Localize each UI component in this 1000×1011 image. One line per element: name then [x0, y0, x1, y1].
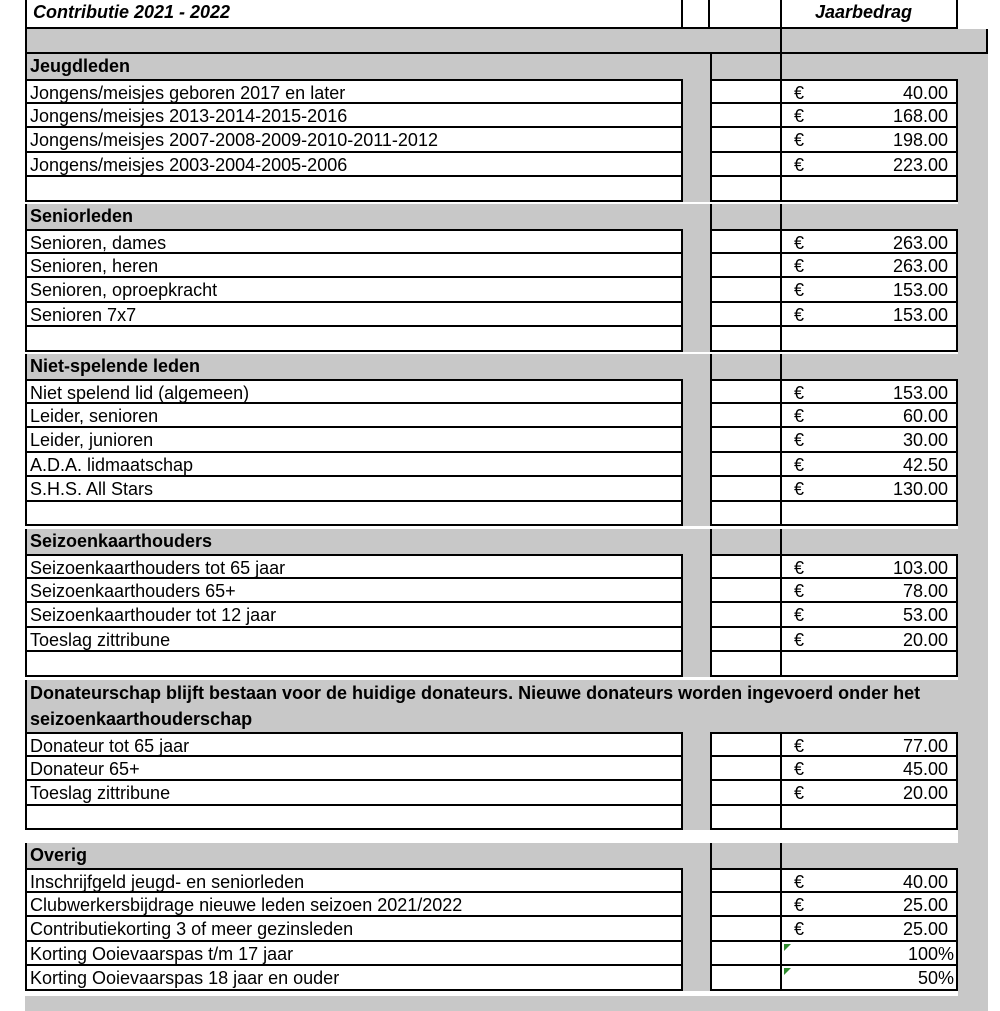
section-heading-row-overig	[0, 843, 1000, 868]
item-row	[0, 453, 1000, 478]
item-label: Seizoenkaarthouder tot 12 jaar	[30, 605, 277, 625]
amount-cell[interactable]	[782, 428, 958, 453]
section-heading-cell[interactable]	[25, 204, 683, 229]
item-label: Senioren, oproepkracht	[30, 280, 218, 300]
heading-empty-cell[interactable]	[710, 354, 782, 379]
item-label-cell[interactable]	[25, 404, 683, 429]
gap-cell[interactable]	[683, 327, 710, 352]
euro-sign: €	[794, 894, 805, 915]
amount-cell[interactable]	[782, 757, 958, 782]
item-label-cell[interactable]	[25, 781, 683, 806]
empty-cell[interactable]	[710, 104, 782, 129]
euro-sign: €	[794, 255, 805, 276]
item-label-cell[interactable]	[25, 966, 683, 991]
amount-cell[interactable]	[782, 477, 958, 502]
item-label: Donateur tot 65 jaar	[30, 736, 190, 756]
amount-cell[interactable]	[782, 732, 958, 757]
header-spacer-cell[interactable]	[681, 0, 710, 29]
item-label: Toeslag zittribune	[30, 783, 171, 803]
item-label-cell[interactable]	[25, 757, 683, 782]
grey-band-row	[0, 29, 1000, 54]
item-label: A.D.A. lidmaatschap	[30, 454, 194, 475]
euro-sign: €	[794, 154, 805, 175]
empty-cell[interactable]	[710, 806, 782, 831]
heading-amount-cell[interactable]	[782, 354, 958, 379]
amount-cell[interactable]	[782, 868, 958, 893]
empty-cell[interactable]	[710, 893, 782, 918]
item-label: Seizoenkaarthouders 65+	[30, 580, 236, 601]
item-row	[0, 128, 1000, 153]
section-heading: Seniorleden	[30, 206, 134, 226]
item-label-cell[interactable]	[25, 104, 683, 129]
empty-cell[interactable]	[710, 966, 782, 991]
euro-sign: €	[794, 105, 805, 126]
section-heading-row-niet-spelende-leden	[0, 354, 1000, 379]
amount-value: 30.00	[902, 430, 948, 450]
amount-value: 42.50	[902, 454, 948, 475]
gap-cell[interactable]	[683, 806, 710, 831]
item-label-cell[interactable]	[25, 732, 683, 757]
amount-value: 78.00	[902, 580, 948, 601]
section-heading: Seizoenkaarthouders	[30, 531, 213, 551]
amount-value: 53.00	[902, 605, 948, 625]
amount-value: 168.00	[892, 105, 948, 126]
heading-amount-cell[interactable]	[782, 529, 958, 554]
bottom-grey-strip	[25, 996, 988, 1011]
euro-sign: €	[794, 919, 805, 939]
empty-cell[interactable]	[710, 153, 782, 178]
heading-empty-cell[interactable]	[710, 54, 782, 79]
empty-cell[interactable]	[710, 428, 782, 453]
item-label: S.H.S. All Stars	[30, 479, 154, 499]
euro-sign: €	[794, 558, 805, 578]
item-row	[0, 278, 1000, 303]
amount-cell[interactable]	[782, 628, 958, 653]
blank-row	[0, 327, 1000, 352]
empty-cell[interactable]	[710, 652, 782, 677]
item-row	[0, 628, 1000, 653]
euro-sign: €	[794, 736, 805, 756]
euro-sign: €	[794, 479, 805, 499]
section-heading-row-jeugdleden	[0, 54, 1000, 79]
gap-cell[interactable]	[683, 453, 710, 478]
gap-cell[interactable]	[683, 278, 710, 303]
gap-cell[interactable]	[683, 757, 710, 782]
item-label: Senioren, heren	[30, 255, 159, 276]
item-label: Leider, senioren	[30, 405, 159, 426]
empty-cell[interactable]	[710, 757, 782, 782]
gap-cell[interactable]	[683, 502, 710, 527]
amount-header: Jaarbedrag	[815, 2, 913, 22]
euro-sign: €	[794, 783, 805, 803]
section-heading: Jeugdleden	[30, 56, 131, 76]
title-cell[interactable]	[25, 0, 683, 29]
euro-sign: €	[794, 872, 805, 892]
item-row	[0, 893, 1000, 918]
section-heading-cell[interactable]	[25, 54, 683, 79]
blank-amount-cell[interactable]	[782, 327, 958, 352]
empty-cell[interactable]	[710, 278, 782, 303]
item-label-cell[interactable]	[25, 628, 683, 653]
grey-band-b[interactable]	[681, 29, 782, 54]
empty-cell[interactable]	[710, 603, 782, 628]
gap-cell[interactable]	[683, 966, 710, 991]
item-label-cell[interactable]	[25, 128, 683, 153]
item-row	[0, 153, 1000, 178]
amount-cell[interactable]	[782, 554, 958, 579]
blank-label-cell[interactable]	[25, 327, 683, 352]
item-row	[0, 79, 1000, 104]
empty-cell[interactable]	[710, 404, 782, 429]
gap-cell[interactable]	[683, 153, 710, 178]
amount-value: 77.00	[902, 736, 948, 756]
heading-amount-cell[interactable]	[782, 54, 958, 79]
item-row	[0, 404, 1000, 429]
gap-cell[interactable]	[683, 428, 710, 453]
blank-row	[0, 502, 1000, 527]
item-row	[0, 229, 1000, 254]
empty-cell[interactable]	[710, 502, 782, 527]
item-label-cell[interactable]	[25, 229, 683, 254]
euro-sign: €	[794, 233, 805, 253]
item-label: Senioren, dames	[30, 233, 167, 253]
item-label: Senioren 7x7	[30, 304, 137, 325]
amount-value: 263.00	[892, 233, 948, 253]
item-label-cell[interactable]	[25, 917, 683, 942]
heading-empty-cell[interactable]	[710, 529, 782, 554]
empty-cell[interactable]	[710, 732, 782, 757]
item-row	[0, 428, 1000, 453]
euro-sign: €	[794, 629, 805, 650]
gap-cell[interactable]	[683, 781, 710, 806]
heading-fill[interactable]	[936, 680, 958, 732]
amount-cell[interactable]	[782, 579, 958, 604]
item-label-cell[interactable]	[25, 278, 683, 303]
item-label-cell[interactable]	[25, 303, 683, 328]
item-row	[0, 254, 1000, 279]
amount-value: 25.00	[902, 919, 948, 939]
amount-value: 20.00	[902, 783, 948, 803]
gap-cell[interactable]	[683, 628, 710, 653]
gap-cell[interactable]	[683, 603, 710, 628]
header-row	[0, 0, 1000, 29]
euro-sign: €	[794, 454, 805, 475]
percent-value: 100%	[907, 943, 954, 964]
item-label-cell[interactable]	[25, 254, 683, 279]
header-empty-cell[interactable]	[710, 0, 782, 29]
item-label: Korting Ooievaarspas t/m 17 jaar	[30, 943, 294, 964]
heading-empty-cell[interactable]	[710, 204, 782, 229]
empty-cell[interactable]	[710, 942, 782, 967]
empty-cell[interactable]	[710, 379, 782, 404]
item-row	[0, 104, 1000, 129]
blank-row	[0, 806, 1000, 831]
empty-cell[interactable]	[710, 254, 782, 279]
blank-amount-cell[interactable]	[782, 652, 958, 677]
amount-cell[interactable]	[782, 278, 958, 303]
amount-cell[interactable]	[782, 104, 958, 129]
item-row	[0, 868, 1000, 893]
amount-cell[interactable]	[782, 79, 958, 104]
item-label: Seizoenkaarthouders tot 65 jaar	[30, 558, 286, 578]
section-heading-line1: Donateurschap blijft bestaan voor de huidige donateurs. Nieuwe donateurs worden ingevoerd onder het	[30, 683, 921, 703]
amount-cell[interactable]	[782, 404, 958, 429]
amount-value: 130.00	[892, 479, 948, 499]
heading-gap-cell[interactable]	[683, 54, 710, 79]
euro-sign: €	[794, 580, 805, 601]
heading-amount-cell[interactable]	[782, 204, 958, 229]
item-row	[0, 781, 1000, 806]
amount-cell[interactable]	[782, 781, 958, 806]
amount-value: 40.00	[902, 83, 948, 103]
item-label: Clubwerkersbijdrage nieuwe leden seizoen 2021/2022	[30, 894, 463, 915]
section-heading: Niet-spelende leden	[30, 356, 201, 376]
gap-cell[interactable]	[683, 917, 710, 942]
euro-sign: €	[794, 304, 805, 325]
item-label-cell[interactable]	[25, 453, 683, 478]
percent-value: 50%	[917, 968, 954, 988]
amount-header-cell[interactable]	[782, 0, 958, 29]
gap-cell[interactable]	[683, 303, 710, 328]
amount-cell[interactable]	[782, 153, 958, 178]
amount-cell[interactable]	[782, 379, 958, 404]
sheet-title: Contributie 2021 - 2022	[33, 2, 231, 22]
empty-cell[interactable]	[710, 303, 782, 328]
euro-sign: €	[794, 383, 805, 403]
grey-band-c[interactable]	[782, 29, 958, 54]
item-label: Korting Ooievaarspas 18 jaar en ouder	[30, 968, 340, 988]
amount-cell[interactable]	[782, 254, 958, 279]
blank-row	[0, 652, 1000, 677]
empty-cell[interactable]	[710, 453, 782, 478]
item-label-cell[interactable]	[25, 942, 683, 967]
euro-sign: €	[794, 130, 805, 150]
amount-value: 20.00	[902, 629, 948, 650]
empty-cell[interactable]	[710, 128, 782, 153]
amount-cell[interactable]	[782, 603, 958, 628]
gap-cell[interactable]	[683, 554, 710, 579]
item-label-cell[interactable]	[25, 603, 683, 628]
item-row	[0, 732, 1000, 757]
heading-gap-cell[interactable]	[683, 204, 710, 229]
heading-amount-cell[interactable]	[782, 843, 958, 868]
item-label-cell[interactable]	[25, 379, 683, 404]
empty-cell[interactable]	[710, 79, 782, 104]
amount-cell[interactable]	[782, 966, 958, 991]
gap-cell[interactable]	[683, 79, 710, 104]
empty-cell[interactable]	[710, 781, 782, 806]
section-heading-cell[interactable]	[25, 354, 683, 379]
comment-marker-icon	[784, 944, 791, 951]
empty-cell[interactable]	[710, 229, 782, 254]
empty-cell[interactable]	[710, 917, 782, 942]
euro-sign: €	[794, 605, 805, 625]
section-heading-line2: seizoenkaarthouderschap	[30, 709, 253, 729]
item-label: Jongens/meisjes 2007-2008-2009-2010-2011-2012	[30, 130, 438, 150]
gap-cell[interactable]	[683, 177, 710, 202]
amount-cell[interactable]	[782, 453, 958, 478]
gap-cell[interactable]	[683, 868, 710, 893]
amount-value: 103.00	[892, 558, 948, 578]
blank-row	[0, 177, 1000, 202]
gap-cell[interactable]	[683, 652, 710, 677]
gap-cell[interactable]	[683, 379, 710, 404]
amount-cell[interactable]	[782, 917, 958, 942]
gap-cell[interactable]	[683, 104, 710, 129]
item-label-cell[interactable]	[25, 579, 683, 604]
amount-value: 223.00	[892, 154, 948, 175]
item-label: Leider, junioren	[30, 430, 154, 450]
section-heading-cell[interactable]	[25, 843, 683, 868]
section-heading: Overig	[30, 845, 88, 865]
gap-cell[interactable]	[683, 893, 710, 918]
blank-label-cell[interactable]	[25, 652, 683, 677]
gap-cell[interactable]	[683, 128, 710, 153]
gap-cell[interactable]	[683, 404, 710, 429]
item-row	[0, 917, 1000, 942]
empty-cell[interactable]	[710, 554, 782, 579]
amount-value: 153.00	[892, 304, 948, 325]
section-heading-row-seniorleden	[0, 204, 1000, 229]
blank-amount-cell[interactable]	[782, 806, 958, 831]
comment-marker-icon	[784, 968, 791, 975]
amount-value: 198.00	[892, 130, 948, 150]
empty-cell[interactable]	[710, 628, 782, 653]
item-label-cell[interactable]	[25, 893, 683, 918]
heading-gap-cell[interactable]	[683, 529, 710, 554]
item-label-cell[interactable]	[25, 79, 683, 104]
section-heading-row-donateurschap	[0, 680, 1000, 732]
amount-value: 45.00	[902, 758, 948, 779]
gap-cell[interactable]	[683, 477, 710, 502]
item-label-cell[interactable]	[25, 868, 683, 893]
item-label: Toeslag zittribune	[30, 629, 171, 650]
amount-cell[interactable]	[782, 128, 958, 153]
item-label-cell[interactable]	[25, 153, 683, 178]
gap-cell[interactable]	[683, 579, 710, 604]
heading-empty-cell[interactable]	[710, 843, 782, 868]
item-label: Donateur 65+	[30, 758, 140, 779]
heading-gap-cell[interactable]	[683, 843, 710, 868]
amount-cell[interactable]	[782, 893, 958, 918]
blank-amount-cell[interactable]	[782, 177, 958, 202]
item-row	[0, 757, 1000, 782]
gap-cell[interactable]	[683, 942, 710, 967]
item-row	[0, 942, 1000, 967]
item-row	[0, 303, 1000, 328]
euro-sign: €	[794, 280, 805, 300]
blank-amount-cell[interactable]	[782, 502, 958, 527]
item-row	[0, 603, 1000, 628]
euro-sign: €	[794, 758, 805, 779]
euro-sign: €	[794, 430, 805, 450]
empty-cell[interactable]	[710, 327, 782, 352]
blank-label-cell[interactable]	[25, 502, 683, 527]
empty-cell[interactable]	[710, 177, 782, 202]
euro-sign: €	[794, 83, 805, 103]
item-row	[0, 579, 1000, 604]
gap-cell[interactable]	[683, 254, 710, 279]
gap-cell[interactable]	[683, 229, 710, 254]
euro-sign: €	[794, 405, 805, 426]
amount-cell[interactable]	[782, 229, 958, 254]
grey-band-a[interactable]	[25, 29, 683, 54]
amount-value: 25.00	[902, 894, 948, 915]
section-heading-row-seizoenkaarthouders	[0, 529, 1000, 554]
empty-cell[interactable]	[710, 579, 782, 604]
blank-label-cell[interactable]	[25, 806, 683, 831]
heading-gap-cell[interactable]	[683, 354, 710, 379]
grey-band-d[interactable]	[956, 29, 988, 54]
blank-label-cell[interactable]	[25, 177, 683, 202]
item-row	[0, 554, 1000, 579]
gap-cell[interactable]	[683, 732, 710, 757]
item-row	[0, 379, 1000, 404]
item-label: Inschrijfgeld jeugd- en seniorleden	[30, 872, 305, 892]
amount-cell[interactable]	[782, 303, 958, 328]
item-label: Jongens/meisjes 2003-2004-2005-2006	[30, 154, 348, 175]
item-label: Niet spelend lid (algemeen)	[30, 383, 250, 403]
item-label: Jongens/meisjes geboren 2017 en later	[30, 83, 346, 103]
item-label-cell[interactable]	[25, 554, 683, 579]
empty-cell[interactable]	[710, 868, 782, 893]
amount-value: 40.00	[902, 872, 948, 892]
item-row	[0, 966, 1000, 991]
amount-value: 263.00	[892, 255, 948, 276]
section-heading-cell[interactable]	[25, 529, 683, 554]
item-label-cell[interactable]	[25, 477, 683, 502]
item-row	[0, 477, 1000, 502]
item-label-cell[interactable]	[25, 428, 683, 453]
empty-cell[interactable]	[710, 477, 782, 502]
amount-value: 153.00	[892, 280, 948, 300]
amount-cell[interactable]	[782, 942, 958, 967]
section-heading-cell[interactable]	[25, 680, 956, 732]
item-label: Contributiekorting 3 of meer gezinsleden	[30, 919, 354, 939]
amount-value: 153.00	[892, 383, 948, 403]
amount-value: 60.00	[902, 405, 948, 426]
item-label: Jongens/meisjes 2013-2014-2015-2016	[30, 105, 348, 126]
